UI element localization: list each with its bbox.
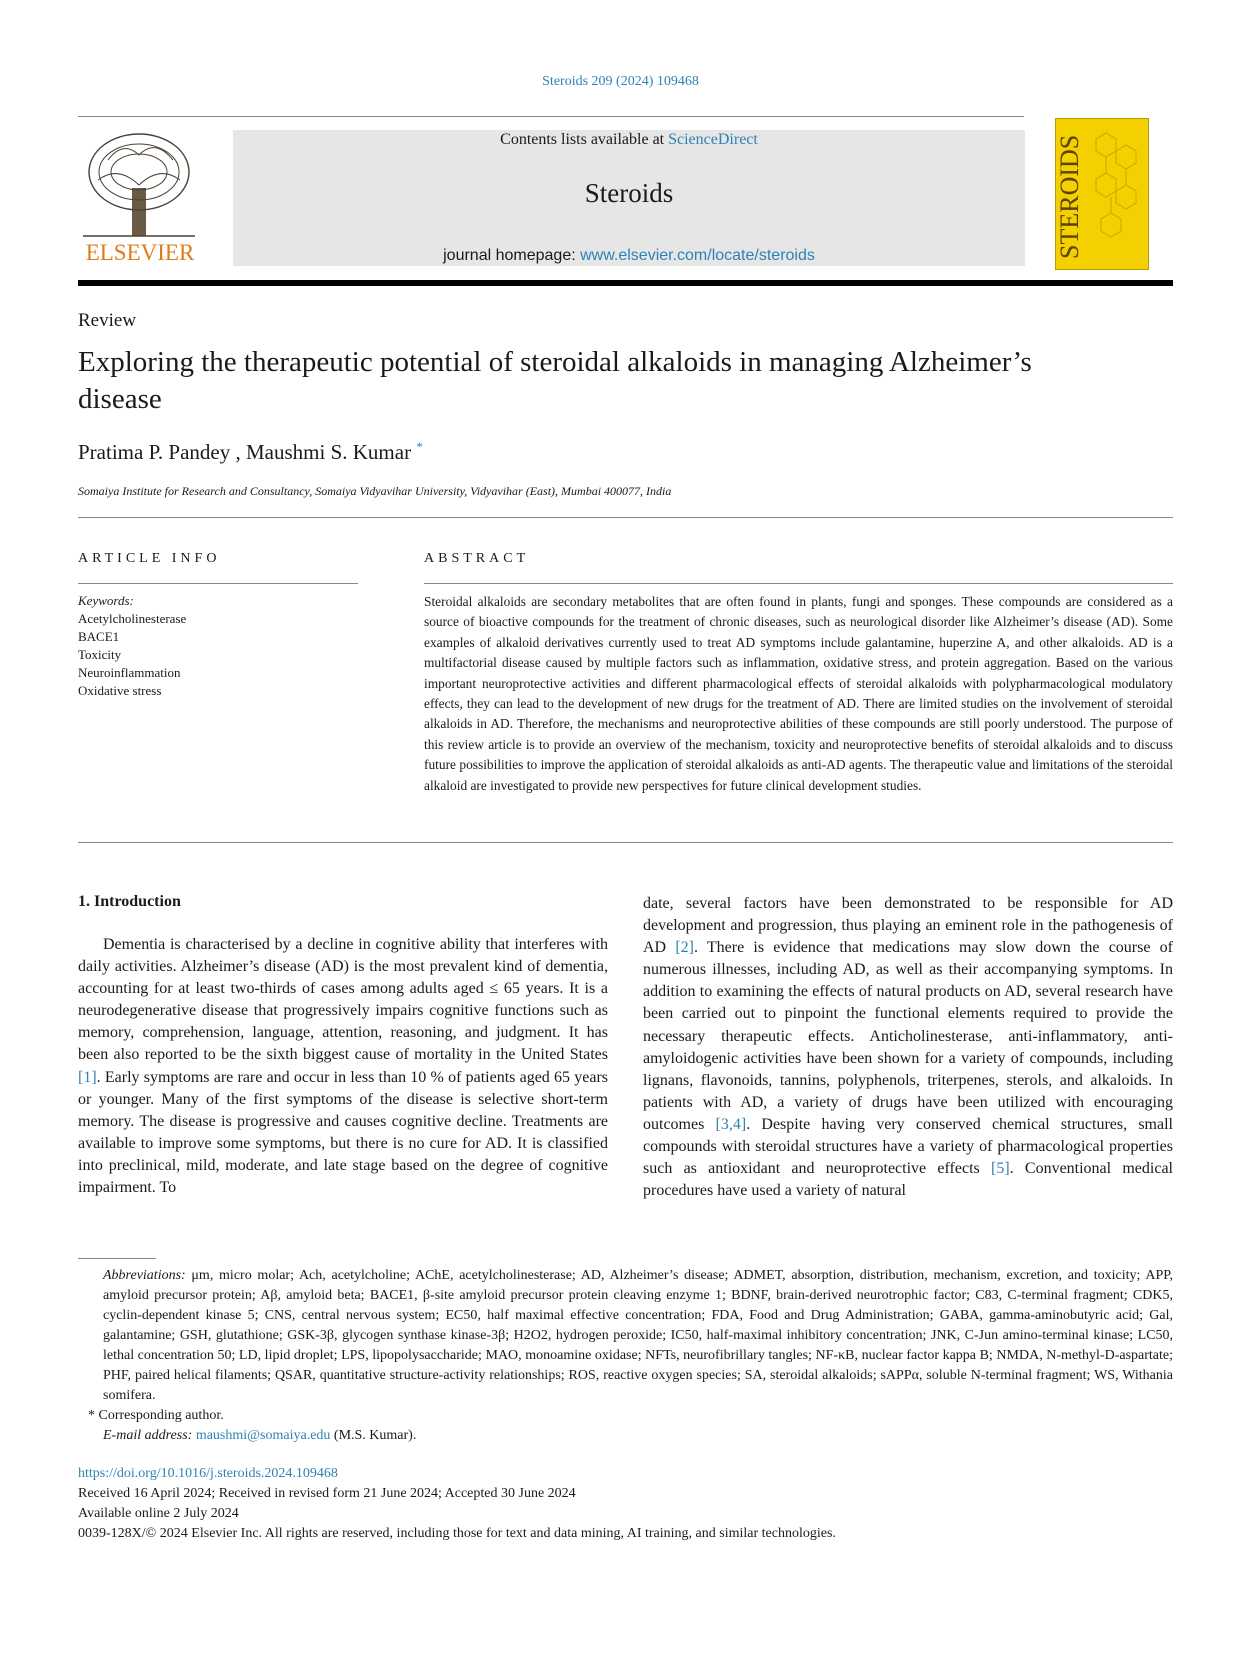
body-text: date, several factors have been demonstrated to be responsible for AD development and progression, thus playing an eminent role in the pathogenesis of AD [643, 895, 1173, 957]
body-text: Dementia is characterised by a decline in cognitive ability that interferes with daily activities. Alzheimer’s disease (AD) is the most prevalent kind of dementia, accounting for at least two-thirds of cases among adults aged ≤ 65 years. It is a neurodegenerative disease that progressively impairs cognitive functions such as memory, comprehension, language, attention, reasoning, and judgment. It has been also reported to be the sixth biggest cause of mortality in the United States [78, 936, 608, 1064]
body-text: . There is evidence that medications may slow down the course of numerous illnesses, including AD, as well as their accompanying symptoms. In addition to examining the effects of natural products on AD, several research have been carried out to pinpoint the functional elements required to provide the necessary therapeutic effects. Anticholinesterase, anti-inflammatory, anti-amyloidogenic activities have been shown for a variety of compounds, including lignans, flavonoids, tannins, polyphenols, triterpenes, sterols, and alkaloids. In patients with AD, a variety of drugs have been utilized with encouraging outcomes [643, 939, 1173, 1133]
corresponding-author-mark[interactable]: * [416, 439, 423, 454]
citation-link[interactable]: [5] [990, 1160, 1010, 1178]
section-heading-introduction: 1. Introduction [78, 893, 181, 910]
authors-text[interactable]: Pratima P. Pandey , Maushmi S. Kumar [78, 440, 412, 464]
keyword: Toxicity [78, 647, 122, 662]
contents-line [233, 131, 1025, 149]
divider [78, 517, 1173, 518]
corresponding-note: * Corresponding author. [88, 1408, 224, 1423]
available-online: Available online 2 July 2024 [78, 1506, 239, 1521]
journal-name: Steroids [584, 178, 674, 208]
homepage-line [233, 247, 1025, 265]
journal-citation[interactable]: Steroids 209 (2024) 109468 [542, 74, 699, 89]
keyword: Neuroinflammation [78, 665, 181, 680]
publication-info [78, 1464, 836, 1544]
email-link[interactable]: maushmi@somaiya.edu [195, 1428, 331, 1443]
body-text: . Despite having very conserved chemical structures, small compounds with steroidal structures have a variety of pharmacological properties such as antioxidant and neuroprotective effects [643, 1115, 1173, 1178]
article-info-rule [78, 583, 358, 584]
keyword: BACE1 [78, 629, 120, 644]
footnote-rule [78, 1258, 156, 1259]
article-type: Review [78, 310, 137, 331]
elsevier-tree-logo[interactable] [78, 130, 202, 268]
keyword: Acetylcholinesterase [78, 611, 187, 626]
journal-cover-thumbnail[interactable] [1055, 118, 1149, 270]
email-suffix: (M.S. Kumar). [330, 1428, 417, 1443]
citation-link[interactable]: [3,4] [715, 1115, 747, 1133]
email-line [78, 1426, 1173, 1446]
citation-link[interactable]: [1] [78, 1068, 97, 1086]
author-list [78, 439, 423, 465]
abstract-heading: ABSTRACT [424, 551, 530, 566]
email-label: E-mail address: [103, 1428, 193, 1443]
header-thick-rule [78, 280, 1173, 286]
abbreviations-label: Abbreviations: [103, 1268, 186, 1283]
homepage-link[interactable]: www.elsevier.com/locate/steroids [580, 247, 815, 264]
sciencedirect-link[interactable]: ScienceDirect [668, 131, 758, 148]
top-divider [78, 116, 1024, 117]
body-text: . Conventional medical procedures have used a variety of natural [643, 1160, 1173, 1200]
article-info-heading: ARTICLE INFO [78, 551, 221, 566]
cover-title: STEROIDS [1056, 134, 1084, 259]
received-dates: Received 16 April 2024; Received in revised form 21 June 2024; Accepted 30 June 2024 [78, 1486, 576, 1501]
citation-link[interactable]: [2] [675, 939, 694, 957]
affiliation: Somaiya Institute for Research and Consultancy, Somaiya Vidyavihar University, Vidyavihar (East), Mumbai 400077, India [78, 484, 672, 498]
keywords-label: Keywords: [78, 593, 134, 608]
doi-link[interactable]: https://doi.org/10.1016/j.steroids.2024.109468 [78, 1466, 338, 1481]
intro-column-left [78, 934, 608, 1199]
publisher-wordmark: ELSEVIER [85, 240, 195, 265]
contents-prefix: Contents lists available at [500, 131, 669, 148]
abbreviations-footnote [78, 1266, 1173, 1406]
article-title: Exploring the therapeutic potential of steroidal alkaloids in managing Alzheimer’s disease [78, 346, 1032, 415]
abstract-text: Steroidal alkaloids are secondary metabolites that are often found in plants, fungi and sponges. These compounds are considered as a source of bioactive compounds for the treatment of chronic diseases, such as neurological disorder like Alzheimer’s disease (AD). Some examples of alkaloid derivatives currently used to treat AD symptoms include galantamine, huperzine A, and other alkaloids. AD is a multifactorial disease caused by multiple factors such as inflammation, oxidative stress, and protein aggregation. Based on the various important neuroprotective activities and different pharmacological effects of steroidal alkaloids with polypharmacological modulatory effects, they can lead to the development of new drugs for the treatment of AD. There are limited studies on the involvement of steroidal alkaloids in AD. Therefore, the mechanisms and neuroprotective abilities of these compounds are still poorly understood. The purpose of this review article is to provide an overview of the mechanism, toxicity and neuroprotective benefits of steroidal alkaloids and to discuss future possibilities to improve the application of steroidal alkaloids as anti-AD agents. The therapeutic value and limitations of the steroidal alkaloid are investigated to provide new perspectives for future clinical development studies. [424, 594, 1173, 793]
homepage-prefix: journal homepage: [443, 247, 581, 264]
copyright: 0039-128X/© 2024 Elsevier Inc. All rights are reserved, including those for text and data mining, AI training, and similar technologies. [78, 1526, 836, 1541]
keywords-block [78, 592, 186, 700]
footnotes [78, 1266, 1173, 1446]
intro-column-right [643, 893, 1173, 1202]
abbreviations-text: μm, micro molar; Ach, acetylcholine; AChE, acetylcholinesterase; AD, Alzheimer’s disease; ADMET, absorption, distribution, mechanism, excretion, and toxicity; APP, amyloid precursor protein; Aβ, amyloid beta; BACE1, β-site amyloid precursor protein cleaving enzyme 1; BDNF, brain-derived neurotrophic factor; C83, C-terminal fragment; CDK5, cyclin-dependent kinase 5; CNS, central nervous system; EC50, half maximal effective concentration; FDA, Food and Drug Administration; GABA, gamma-aminobutyric acid; Gal, galantamine; GSH, glutathione; GSK-3β, glycogen synthase kinase-3β; H2O2, hydrogen peroxide; IC50, half-maximal inhibitory concentration; JNK, C-Jun amino-terminal kinase; LC50, lethal concentration 50; LD, lipid droplet; LPS, lipopolysaccharide; MAO, monoamine oxidase; NFTs, neurofibrillary tangles; NF-κB, nuclear factor kappa B; NMDA, N-methyl-D-aspartate; PHF, paired helical filaments; QSAR, quantitative structure-activity relationships; ROS, reactive oxygen species; SA, steroidal alkaloids; sAPPα, soluble N-terminal fragment; WS, Withania somifera. [103, 1268, 1173, 1403]
body-text: . Early symptoms are rare and occur in less than 10 % of patients aged 65 years or younger. Many of the first symptoms of the disease is selective short-term memory. The disease is progressive and causes cognitive decline. Treatments are available to improve some symptoms, but there is no cure for AD. It is classified into preclinical, mild, moderate, and late stage based on the degree of cognitive impairment. To [78, 1068, 608, 1197]
divider [78, 842, 1173, 843]
abstract-rule [424, 583, 1173, 584]
keyword: Oxidative stress [78, 683, 162, 698]
